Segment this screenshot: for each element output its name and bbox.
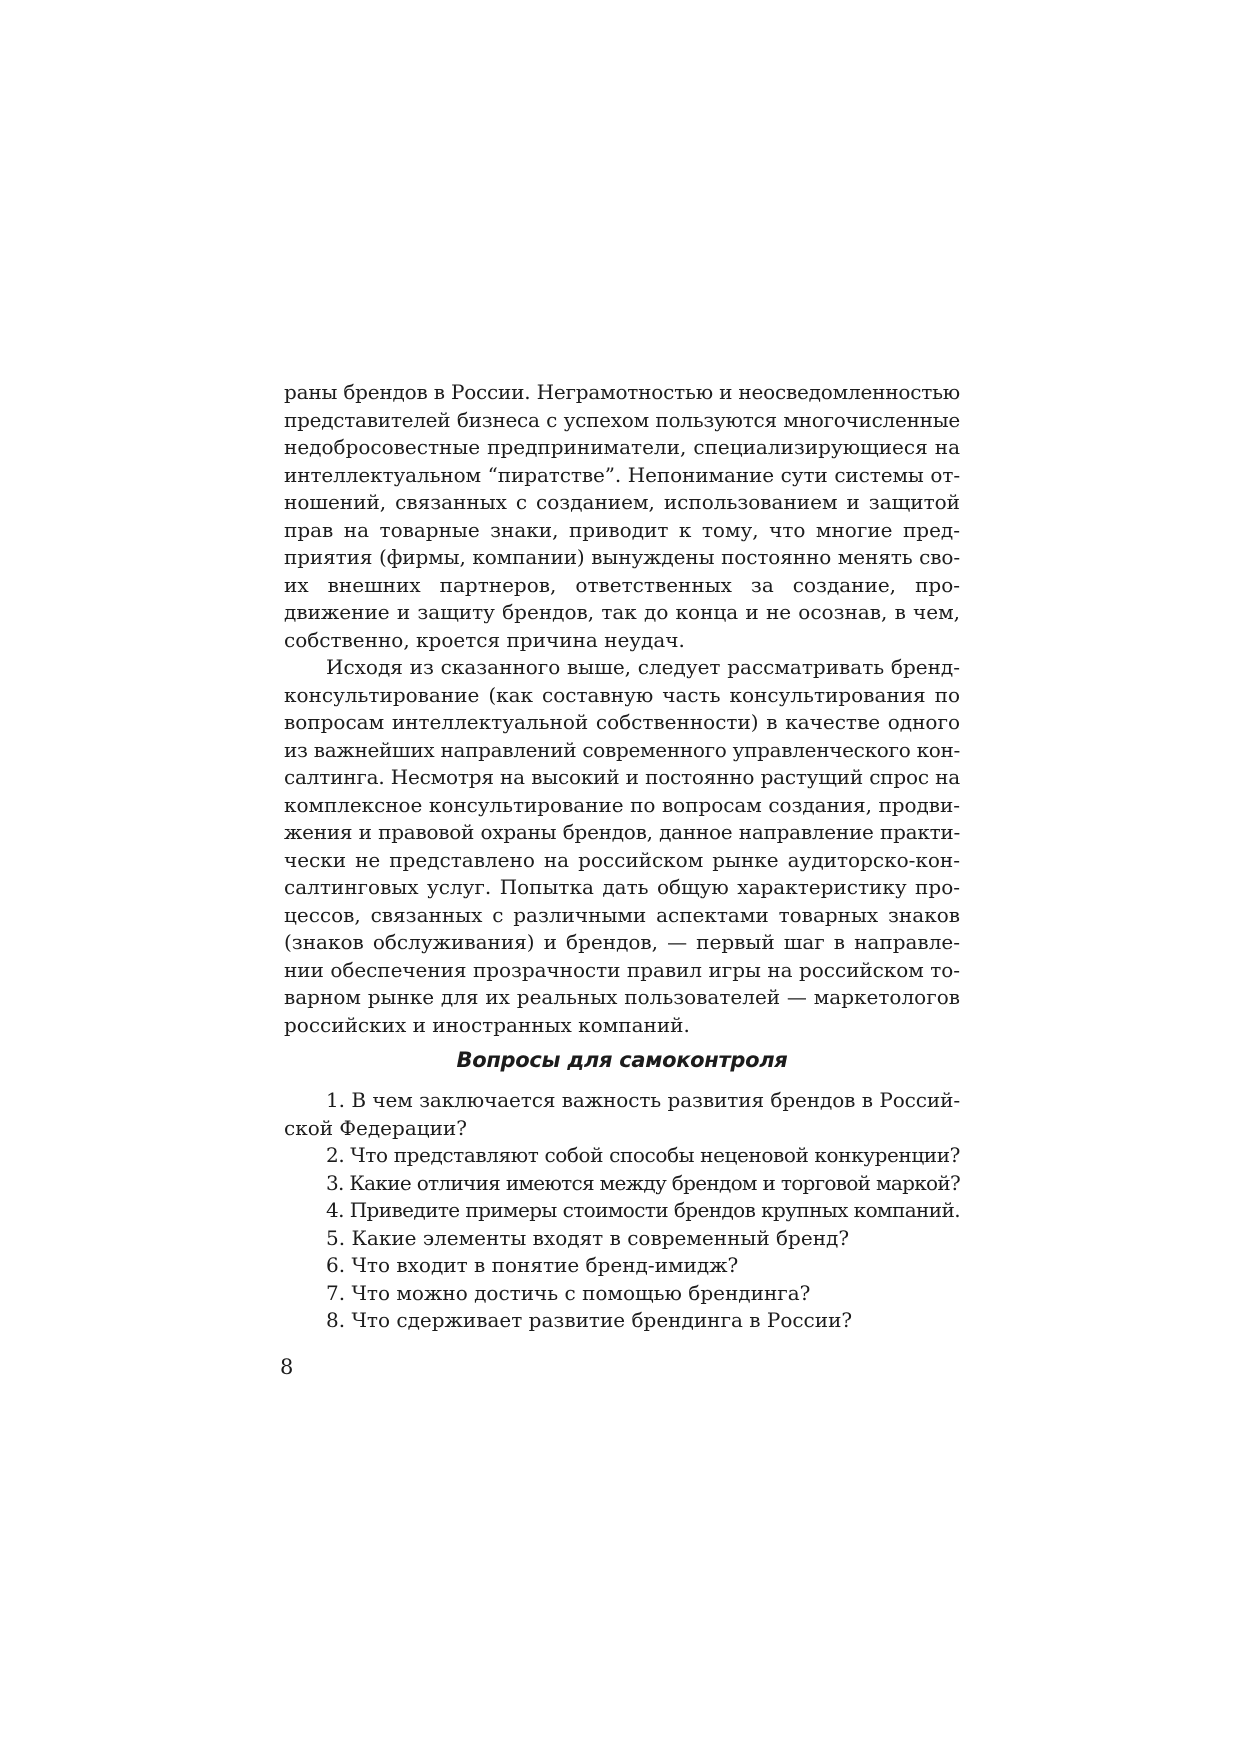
paragraph-1 [284,379,960,654]
text-line: движение и защиту брендов, так до конца и не осознав, в чем, [284,600,960,624]
text-line: недобросовестные предприниматели, специализирующиеся на [284,435,960,459]
text-line: нии обеспечения прозрачности правил игры на российском то- [284,957,960,982]
question-line: 5. Какие элементы входят в современный бренд? [326,1225,850,1250]
question-item [284,1170,960,1198]
text-line: консультирование (как составную часть консультирования по [284,682,960,707]
text-line: из важнейших направлений современного управленческого кон- [284,737,960,762]
text-line: комплексное консультирование по вопросам создания, продви- [284,792,960,817]
text-line: варном рынке для их реальных пользователей — маркетологов [284,985,960,1009]
text-line: Исходя из сказанного выше, следует рассматривать бренд- [326,655,960,679]
text-line: российских и иностранных компаний. [284,1012,690,1037]
text-line: жения и правовой охраны брендов, данное направление практи- [284,820,960,844]
text-line: раны брендов в России. Неграмотностью и неосведомленностью [284,380,960,404]
text-line: (знаков обслуживания) и брендов, — первый шаг в направле- [284,930,960,954]
question-line: 8. Что сдерживает развитие брендинга в России? [326,1308,853,1332]
text-line: чески не представлено на российском рынке аудиторско-кон- [284,847,960,872]
page-number: 8 [280,1355,294,1379]
text-line: цессов, связанных с различными аспектами товарных знаков [284,902,960,927]
question-line: 4. Приведите примеры стоимости брендов крупных компаний. [326,1198,960,1222]
question-item [284,1225,960,1253]
question-item [284,1252,960,1280]
question-line: 1. В чем заключается важность развития брендов в Россий- [326,1088,960,1112]
text-line: интеллектуальном “пиратстве”. Непонимание сути системы от- [284,462,960,487]
question-line: 3. Какие отличия имеются между брендом и торговой маркой? [326,1170,960,1195]
questions-list [284,1087,960,1335]
text-line: салтинговых услуг. Попытка дать общую характеристику про- [284,875,960,899]
text-line: вопросам интеллектуальной собственности) в качестве одного [284,710,960,734]
question-item [284,1280,960,1308]
question-line: 7. Что можно достичь с помощью брендинга? [326,1280,811,1305]
question-item [284,1307,960,1335]
text-line: их внешних партнеров, ответственных за создание, про- [284,572,960,597]
text-line: приятия (фирмы, компании) вынуждены постоянно менять сво- [284,545,960,569]
text-line: салтинга. Несмотря на высокий и постоянно растущий спрос на [284,765,960,789]
question-item [284,1142,960,1170]
question-line: 6. Что входит в понятие бренд-имидж? [326,1253,739,1277]
text-line: представителей бизнеса с успехом пользуются многочисленные [284,407,960,432]
text-line: прав на товарные знаки, приводит к тому, что многие пред- [284,517,960,542]
question-line: ской Федерации? [284,1115,467,1140]
question-item [284,1087,960,1142]
section-heading-questions: Вопросы для самоконтроля [456,1048,788,1072]
text-line: ношений, связанных с созданием, использованием и защитой [284,490,960,514]
paragraph-2 [284,654,960,1039]
question-line: 2. Что представляют собой способы неценовой конкуренции? [326,1143,960,1167]
question-item [284,1197,960,1225]
body-text [284,379,960,1039]
text-line: собственно, кроется причина неудач. [284,627,685,652]
